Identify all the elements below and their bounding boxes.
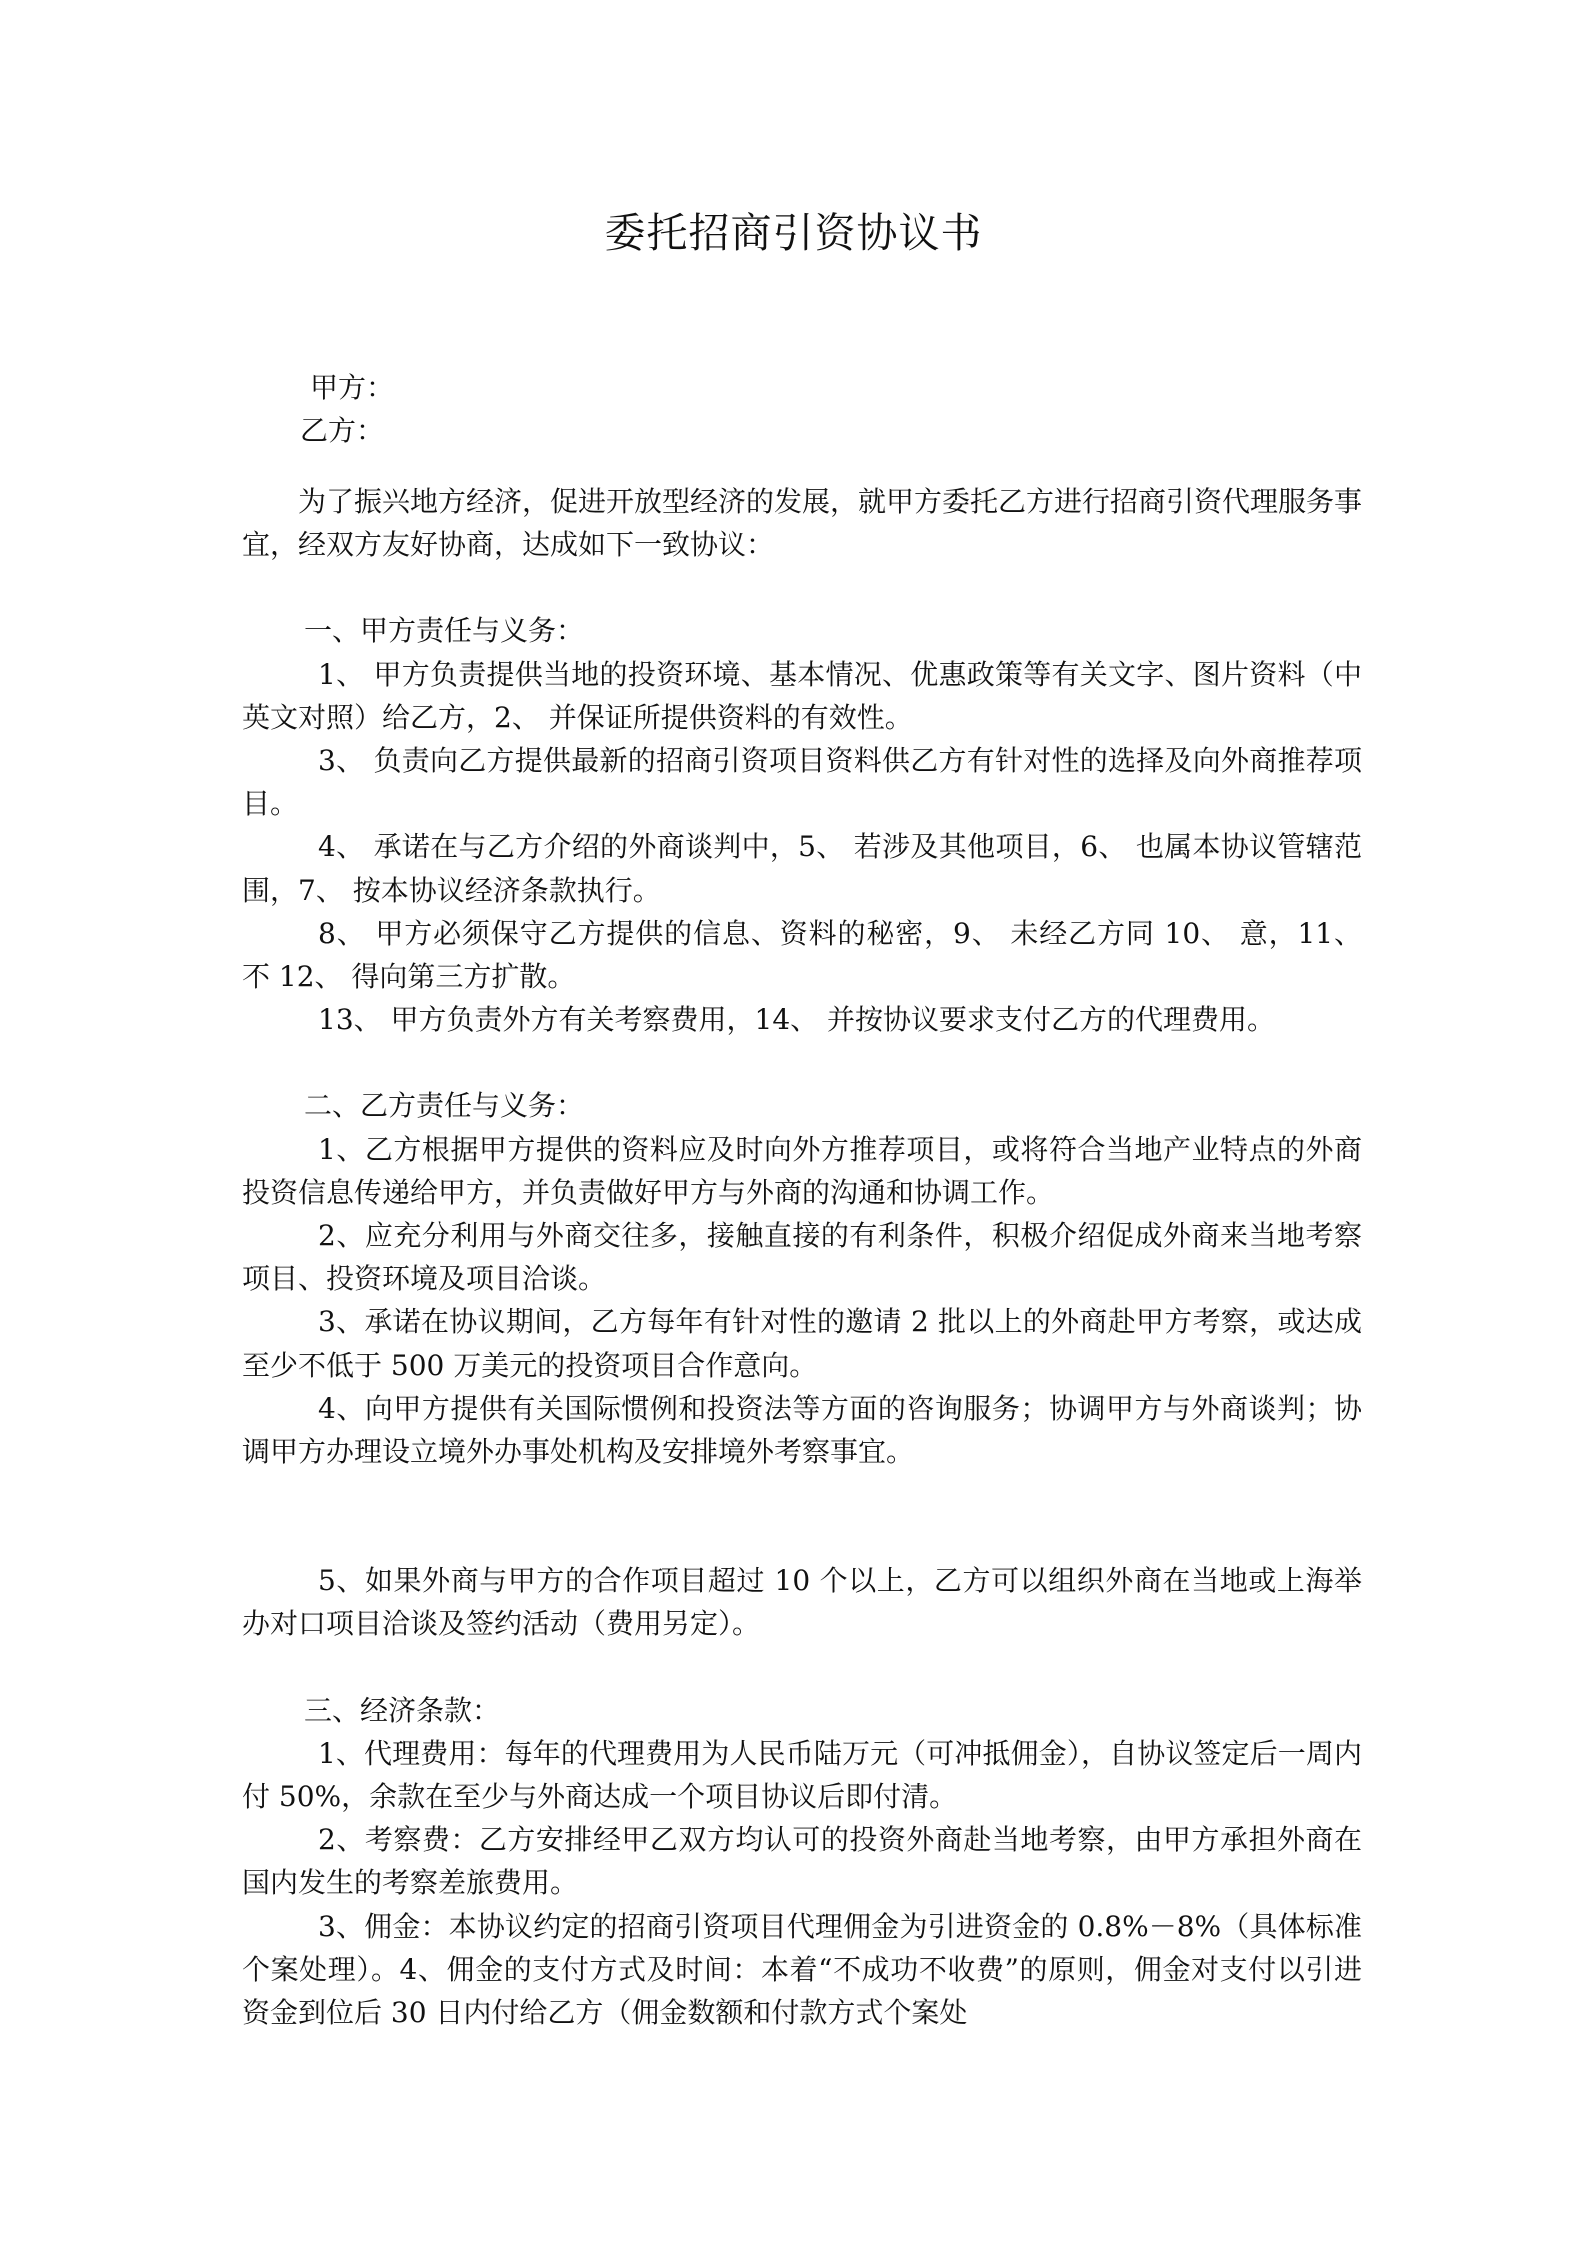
clause-paragraph: 4、向甲方提供有关国际惯例和投资法等方面的咨询服务；协调甲方与外商谈判；协调甲方办理设立境外办事处机构及安排境外考察事宜。 — [242, 1391, 1362, 1469]
clause-paragraph: 4、 承诺在与乙方介绍的外商谈判中，5、 若涉及其他项目，6、 也属本协议管辖范围，7、 按本协议经济条款执行。 — [242, 830, 1362, 907]
clause-paragraph: 2、考察费：乙方安排经甲乙双方均认可的投资外商赴当地考察，由甲方承担外商在国内发生的考察差旅费用。 — [242, 1823, 1362, 1900]
party-b-label: 乙方： — [300, 414, 385, 447]
clause-paragraph: 3、 负责向乙方提供最新的招商引资项目资料供乙方有针对性的选择及向外商推荐项目。 — [242, 744, 1362, 821]
clause-paragraph: 3、承诺在协议期间，乙方每年有针对性的邀请 2 批以上的外商赴甲方考察，或达成至少不低于 500 万美元的投资项目合作意向。 — [242, 1305, 1362, 1382]
section-heading: 三、经济条款： — [304, 1693, 501, 1727]
clause-paragraph: 13、 甲方负责外方有关考察费用，14、 并按协议要求支付乙方的代理费用。 — [318, 1003, 1276, 1037]
clause-paragraph: 8、 甲方必须保守乙方提供的信息、资料的秘密，9、 未经乙方同 10、 意，11、 不 12、 得向第三方扩散。 — [242, 916, 1362, 994]
clause-paragraph: 1、 甲方负责提供当地的投资环境、基本情况、优惠政策等有关文字、图片资料（中英文对照）给乙方，2、 并保证所提供资料的有效性。 — [242, 657, 1362, 734]
section-heading: 二、乙方责任与义务： — [304, 1089, 585, 1123]
document-body — [242, 480, 1362, 2034]
document-title: 委托招商引资协议书 — [604, 209, 983, 257]
clause-paragraph: 5、如果外商与甲方的合作项目超过 10 个以上，乙方可以组织外商在当地或上海举办对口项目洽谈及签约活动（费用另定）。 — [242, 1564, 1362, 1641]
section-heading: 一、甲方责任与义务： — [304, 614, 585, 648]
clause-paragraph: 1、代理费用：每年的代理费用为人民币陆万元（可冲抵佣金），自协议签定后一周内付 50%，余款在至少与外商达成一个项目协议后即付清。 — [242, 1736, 1362, 1814]
clause-paragraph: 1、乙方根据甲方提供的资料应及时向外方推荐项目，或将符合当地产业特点的外商投资信息传递给甲方，并负责做好甲方与外商的沟通和协调工作。 — [242, 1132, 1362, 1209]
intro-paragraph: 为了振兴地方经济，促进开放型经济的发展，就甲方委托乙方进行招商引资代理服务事宜，经双方友好协商，达成如下一致协议： — [242, 485, 1363, 562]
clause-paragraph: 2、应充分利用与外商交往多，接触直接的有利条件，积极介绍促成外商来当地考察项目、投资环境及项目洽谈。 — [242, 1219, 1362, 1296]
party-a-label: 甲方： — [310, 371, 395, 404]
clause-paragraph: 3、佣金：本协议约定的招商引资项目代理佣金为引进资金的 0.8%－8%（具体标准个案处理）。4、佣金的支付方式及时间：本着“不成功不收费”的原则，佣金对支付以引进资金到位后 30 日内付给乙方（佣金数额和付款方式个案处 — [242, 1909, 1362, 2030]
